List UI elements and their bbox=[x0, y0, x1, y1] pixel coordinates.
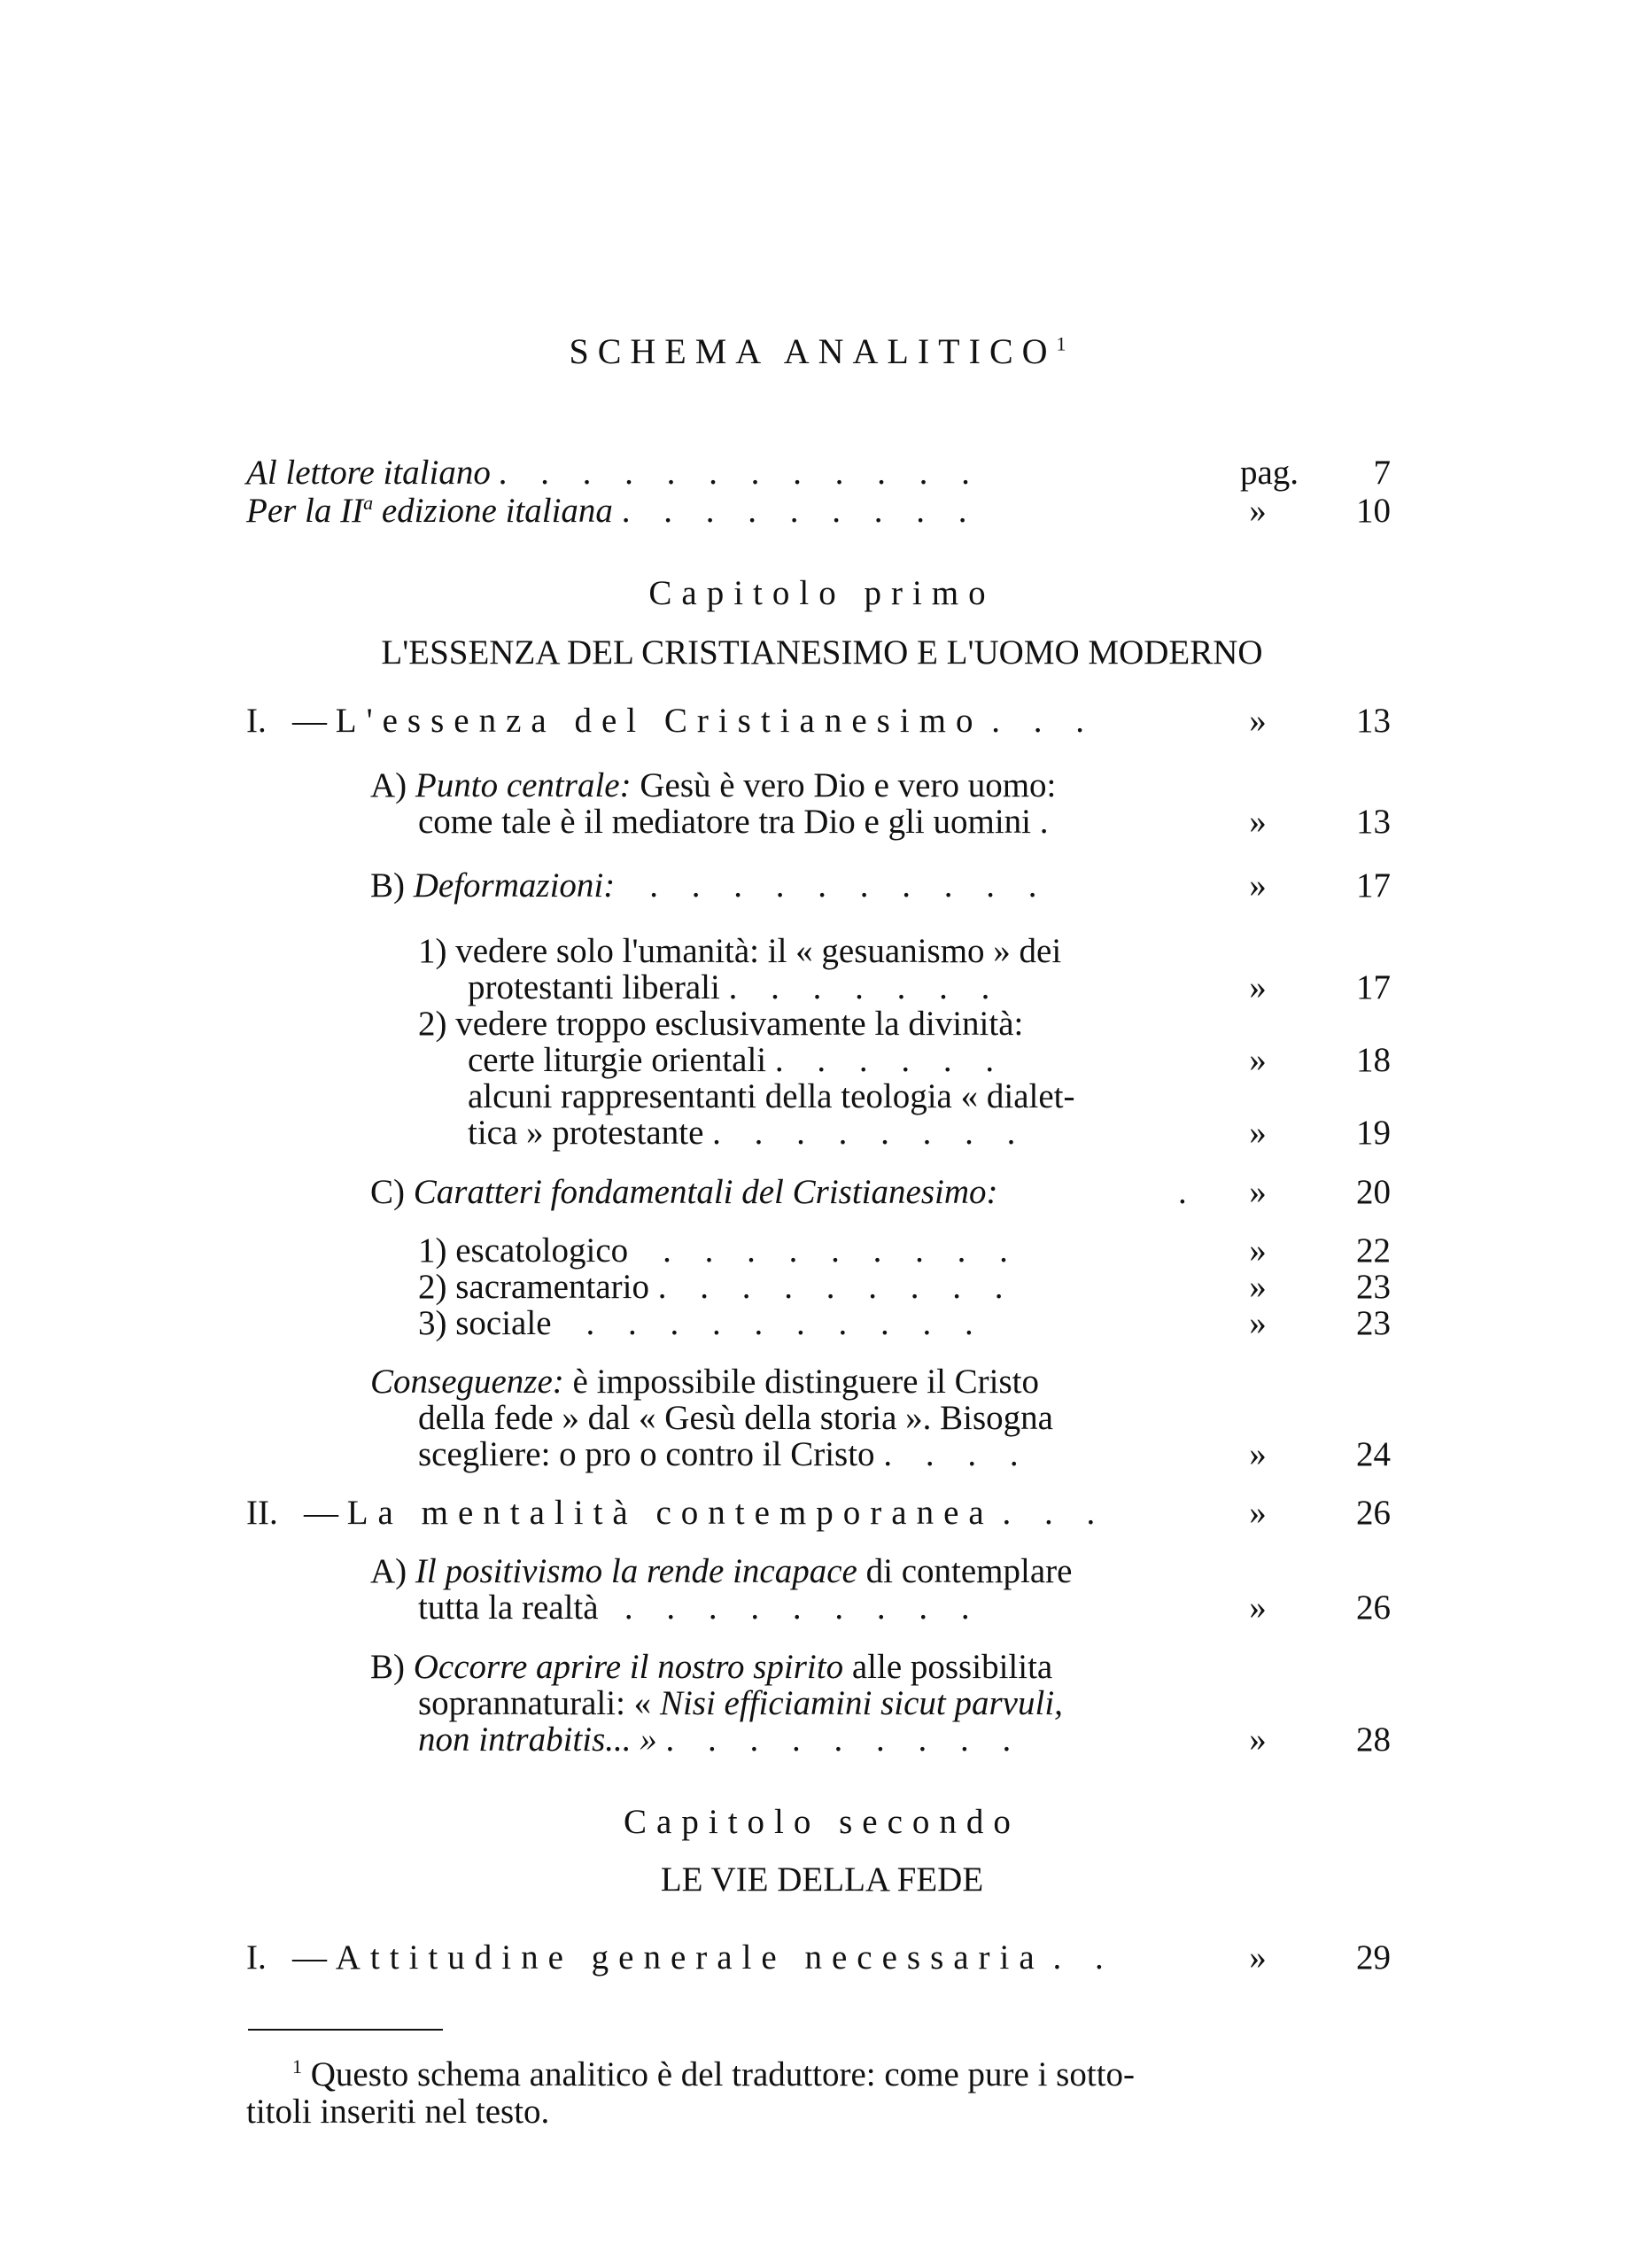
deformation-1-line2: protestanti liberali . . . . . . . bbox=[468, 968, 1003, 1006]
section-1-c-dots: . bbox=[1178, 1173, 1187, 1211]
character-1: 1) escatologico . . . . . . . . . bbox=[418, 1231, 1020, 1270]
section-2-b-line2: soprannaturali: « Nisi efficiamini sicut parvuli, bbox=[418, 1684, 1063, 1722]
deformation-3-line2: tica » protestante . . . . . . . . bbox=[468, 1114, 1028, 1152]
consequences-line1: Conseguenze: è impossibile distinguere il Cristo bbox=[370, 1363, 1040, 1401]
chapter-1-label: Capitolo primo bbox=[648, 574, 996, 612]
consequences-line2: della fede » dal « Gesù della storia ». Bisogna bbox=[418, 1399, 1053, 1437]
page: SCHEMA ANALITICO$^1$ Al lettore italiano . . . . . . . . . . . . pag. 7 Per la $II^a$ edizione italiana . . . . . . . . . » 10 Capitolo primo L'ESSENZA DEL CRISTIANESIMO E L'UOMO MODERNO I. — L'essenza del Cristianesimo . . . » 13 A) Punto centrale: Gesù è vero Dio e vero uomo: come tale è il mediatore tra Dio e gli uomini . » 13 B) Deformazioni: . . . . . . . . . . » 17 1) vedere solo l'umanità: il « gesuanismo » dei protestanti liberali . . . . . . . » 17 2) vedere troppo esclusivamente la divinità: certe liturgie orientali . . . . . . » 18 alcuni rappresentanti della teologia « dialet- tica » protestante . . . . . . . . » 19 C) Caratteri fondamentali del Cristianesimo: . » 20 1) escatologico . . . . . . . . . » 22 2) sacramentario . . . . . . . . . » 23 3) sociale . . . . . . . . . . » 23 Conseguenze: è impossibile distinguere il Cristo della fede » dal « Gesù della storia ». Bisogna scegliere: o pro o contro il Cristo . . . . » 24 II. — La mentalità contemporanea . . . » 26 A) Il positivismo la rende incapace di contemplare tutta la realtà . . . . . . . . . » 26 B) Occorre aprire il nostro spirito alle possibilita soprannaturali: « Nisi efficiamini sicut parvuli, non intrabitis... » . . . . . . . . . » 28 Capitolo secondo LE VIE DELLA FEDE I. — Attitudine generale necessaria . . » 29 $^1$ Questo schema analitico è del traduttore: come pure i sotto- titoli inseriti nel testo. bbox=[0, 0, 1644, 2268]
section-2-a-line2: tutta la realtà . . . . . . . . . bbox=[418, 1588, 982, 1627]
section-1-a-line1: A) Punto centrale: Gesù è vero Dio e vero uomo: bbox=[370, 766, 1057, 804]
deformation-3-line1: alcuni rappresentanti della teologia « dialet- bbox=[468, 1077, 1075, 1115]
footnote-line1: $^1$ Questo schema analitico è del traduttore: come pure i sotto- bbox=[292, 2055, 1136, 2093]
title-footnote-mark: 1 bbox=[1056, 332, 1075, 355]
section-2-a-line1: A) Il positivismo la rende incapace di contemplare bbox=[370, 1552, 1073, 1590]
section-2-heading: II. — La mentalità contemporanea . . . bbox=[246, 1494, 1108, 1532]
chapter-2-title: LE VIE DELLA FEDE bbox=[660, 1860, 984, 1899]
footnote-rule bbox=[248, 2029, 443, 2031]
chapter-2-label: Capitolo secondo bbox=[624, 1803, 1020, 1841]
deformation-1-line1: 1) vedere solo l'umanità: il « gesuanismo » dei bbox=[418, 932, 1062, 970]
consequences-line3: scegliere: o pro o contro il Cristo . . . . bbox=[418, 1435, 1031, 1473]
section-1-heading: I. — L'essenza del Cristianesimo . . . bbox=[246, 702, 1097, 740]
section-2-b-line3: non intrabitis... » . . . . . . . . . bbox=[418, 1720, 1024, 1759]
front-entry-2: Per la $II^a$ edizione italiana . . . . . . . . . bbox=[246, 492, 980, 530]
chapter-2-section-1-heading: I. — Attitudine generale necessaria . . bbox=[246, 1938, 1116, 1977]
deformation-2-line1: 2) vedere troppo esclusivamente la divinità: bbox=[418, 1005, 1024, 1043]
footnote-line2: titoli inseriti nel testo. bbox=[246, 2093, 550, 2131]
page-title: SCHEMA ANALITICO$^1$ bbox=[569, 331, 1075, 371]
section-1-b-heading: B) Deformazioni: . . . . . . . . . . bbox=[370, 866, 1050, 905]
character-3: 3) sociale . . . . . . . . . . bbox=[418, 1304, 986, 1342]
chapter-1-title: L'ESSENZA DEL CRISTIANESIMO E L'UOMO MODERNO bbox=[381, 633, 1263, 672]
deformation-2-line2: certe liturgie orientali . . . . . . bbox=[468, 1041, 1007, 1079]
section-2-b-line1: B) Occorre aprire il nostro spirito alle possibilita bbox=[370, 1648, 1053, 1686]
section-1-a-line2: come tale è il mediatore tra Dio e gli uomini . bbox=[418, 803, 1049, 841]
character-2: 2) sacramentario . . . . . . . . . bbox=[418, 1268, 1016, 1306]
front-entry-1: Al lettore italiano . . . . . . . . . . . . bbox=[246, 454, 983, 492]
section-1-c-heading: C) Caratteri fondamentali del Cristianesimo: bbox=[370, 1173, 998, 1211]
